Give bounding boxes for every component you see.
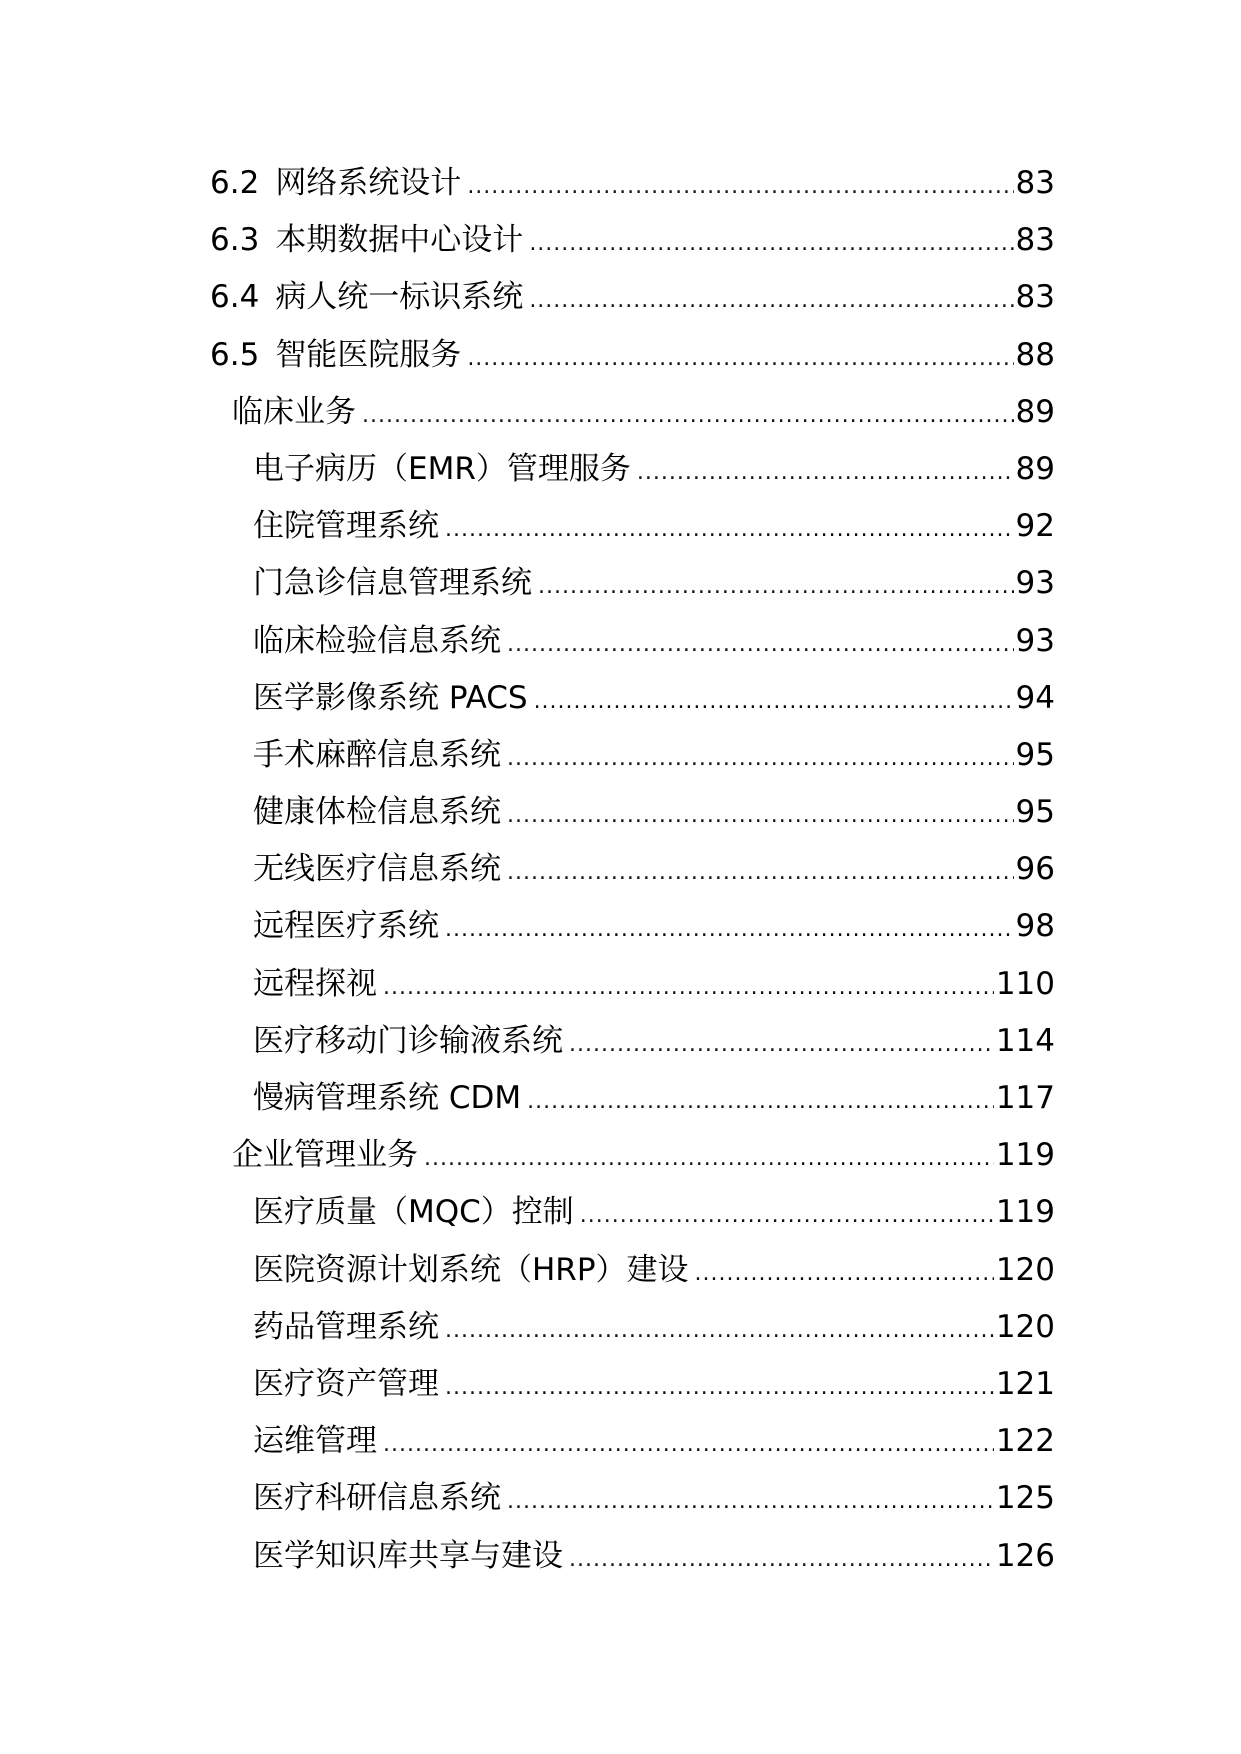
toc-entry-title: 医院资源计划系统（HRP）建设 xyxy=(253,1251,689,1288)
toc-dot-leader xyxy=(527,1073,994,1130)
toc-entry-page: 94 xyxy=(1015,679,1055,716)
toc-entry-page: 93 xyxy=(1015,622,1055,659)
toc-entry-page: 92 xyxy=(1015,508,1055,545)
toc-entry-mobile-infusion[interactable] xyxy=(210,1013,1055,1070)
toc-entry-title: 临床检验信息系统 xyxy=(253,622,501,659)
toc-entry-title: 无线医疗信息系统 xyxy=(253,851,501,888)
table-of-contents xyxy=(210,155,1055,1585)
toc-entry-lab[interactable] xyxy=(210,613,1055,670)
toc-entry-title: 本期数据中心设计 xyxy=(275,222,524,259)
toc-entry-6-2[interactable] xyxy=(210,155,1055,212)
toc-dot-leader xyxy=(507,730,1014,787)
toc-entry-page: 120 xyxy=(995,1251,1055,1288)
toc-entry-page: 83 xyxy=(1015,279,1055,316)
toc-entry-6-5[interactable] xyxy=(210,327,1055,384)
toc-entry-title: 网络系统设计 xyxy=(275,165,462,201)
toc-entry-surgery-anesthesia[interactable] xyxy=(210,727,1055,784)
toc-entry-pacs[interactable] xyxy=(210,670,1055,727)
toc-dot-leader xyxy=(383,1416,994,1473)
toc-dot-leader xyxy=(507,787,1014,844)
toc-dot-leader xyxy=(529,215,1013,272)
toc-entry-clinical-business[interactable] xyxy=(210,384,1055,441)
toc-dot-leader xyxy=(445,901,1014,958)
toc-entry-page: 83 xyxy=(1015,165,1055,201)
toc-dot-leader xyxy=(695,1245,994,1302)
toc-entry-title: 医疗科研信息系统 xyxy=(253,1480,501,1517)
toc-entry-title: 医疗资产管理 xyxy=(253,1365,439,1402)
toc-entry-page: 89 xyxy=(1015,393,1055,430)
toc-entry-page: 89 xyxy=(1015,450,1055,487)
toc-dot-leader xyxy=(507,844,1014,901)
toc-entry-page: 126 xyxy=(995,1537,1055,1574)
toc-entry-title: 手术麻醉信息系统 xyxy=(253,736,501,773)
toc-dot-leader xyxy=(445,1359,994,1416)
toc-dot-leader xyxy=(467,330,1013,387)
toc-entry-6-4[interactable] xyxy=(210,269,1055,326)
toc-entry-number: 6.3 xyxy=(210,222,260,259)
toc-entry-page: 93 xyxy=(1015,565,1055,602)
toc-entry-title: 运维管理 xyxy=(253,1423,377,1460)
toc-entry-title: 企业管理业务 xyxy=(232,1137,418,1174)
toc-dot-leader xyxy=(507,1473,994,1530)
toc-entry-page: 96 xyxy=(1015,851,1055,888)
toc-dot-leader xyxy=(529,272,1013,329)
toc-dot-leader xyxy=(569,1016,994,1073)
toc-entry-page: 125 xyxy=(995,1480,1055,1517)
toc-entry-page: 120 xyxy=(995,1308,1055,1345)
toc-entry-title: 医学影像系统 PACS xyxy=(253,679,528,716)
toc-entry-outpatient-emergency[interactable] xyxy=(210,555,1055,612)
toc-dot-leader xyxy=(383,959,994,1016)
toc-entry-hrp[interactable] xyxy=(210,1242,1055,1299)
toc-dot-leader xyxy=(445,501,1014,558)
toc-entry-page: 121 xyxy=(995,1365,1055,1402)
toc-entry-page: 95 xyxy=(1015,736,1055,773)
toc-entry-operations[interactable] xyxy=(210,1413,1055,1470)
toc-dot-leader xyxy=(445,1302,994,1359)
toc-entry-title: 门急诊信息管理系统 xyxy=(253,565,532,602)
toc-entry-knowledge-base[interactable] xyxy=(210,1528,1055,1585)
toc-entry-page: 83 xyxy=(1015,222,1055,259)
toc-entry-title: 病人统一标识系统 xyxy=(275,279,524,316)
toc-entry-wireless-medical[interactable] xyxy=(210,841,1055,898)
toc-entry-page: 114 xyxy=(995,1022,1055,1059)
toc-entry-title: 医学知识库共享与建设 xyxy=(253,1537,563,1574)
toc-entry-page: 98 xyxy=(1015,908,1055,945)
toc-dot-leader xyxy=(424,1130,994,1187)
toc-entry-emr[interactable] xyxy=(210,441,1055,498)
toc-entry-asset-management[interactable] xyxy=(210,1356,1055,1413)
toc-entry-title: 医疗移动门诊输液系统 xyxy=(253,1022,563,1059)
toc-entry-title: 慢病管理系统 CDM xyxy=(253,1080,522,1116)
toc-entry-title: 电子病历（EMR）管理服务 xyxy=(253,450,631,487)
toc-entry-cdm[interactable] xyxy=(210,1070,1055,1127)
toc-dot-leader xyxy=(534,673,1014,730)
toc-entry-title: 智能医院服务 xyxy=(275,336,462,373)
toc-entry-page: 95 xyxy=(1015,794,1055,831)
toc-entry-enterprise-business[interactable] xyxy=(210,1127,1055,1184)
toc-dot-leader xyxy=(538,558,1014,615)
toc-entry-title: 住院管理系统 xyxy=(253,508,439,545)
toc-entry-page: 88 xyxy=(1015,336,1055,373)
toc-entry-title: 远程医疗系统 xyxy=(253,908,439,945)
toc-dot-leader xyxy=(467,158,1013,215)
toc-entry-number: 6.5 xyxy=(210,336,260,373)
toc-entry-number: 6.4 xyxy=(210,279,260,316)
toc-dot-leader xyxy=(637,444,1014,501)
toc-entry-page: 117 xyxy=(995,1080,1055,1116)
toc-entry-mqc[interactable] xyxy=(210,1184,1055,1241)
toc-entry-health-checkup[interactable] xyxy=(210,784,1055,841)
toc-dot-leader xyxy=(580,1187,994,1244)
toc-dot-leader xyxy=(569,1531,994,1588)
toc-entry-page: 119 xyxy=(995,1194,1055,1231)
toc-entry-page: 119 xyxy=(995,1137,1055,1174)
toc-entry-remote-visit[interactable] xyxy=(210,956,1055,1013)
toc-entry-title: 临床业务 xyxy=(232,393,356,430)
toc-entry-drug-management[interactable] xyxy=(210,1299,1055,1356)
toc-entry-page: 110 xyxy=(995,965,1055,1002)
toc-entry-inpatient[interactable] xyxy=(210,498,1055,555)
toc-dot-leader xyxy=(362,387,1014,444)
toc-entry-research[interactable] xyxy=(210,1470,1055,1527)
toc-entry-title: 药品管理系统 xyxy=(253,1308,439,1345)
toc-entry-number: 6.2 xyxy=(210,165,260,201)
toc-entry-page: 122 xyxy=(995,1423,1055,1460)
toc-entry-telemedicine[interactable] xyxy=(210,898,1055,955)
toc-dot-leader xyxy=(507,616,1014,673)
toc-entry-title: 远程探视 xyxy=(253,965,377,1002)
toc-entry-6-3[interactable] xyxy=(210,212,1055,269)
toc-entry-title: 健康体检信息系统 xyxy=(253,794,501,831)
toc-entry-title: 医疗质量（MQC）控制 xyxy=(253,1194,574,1231)
